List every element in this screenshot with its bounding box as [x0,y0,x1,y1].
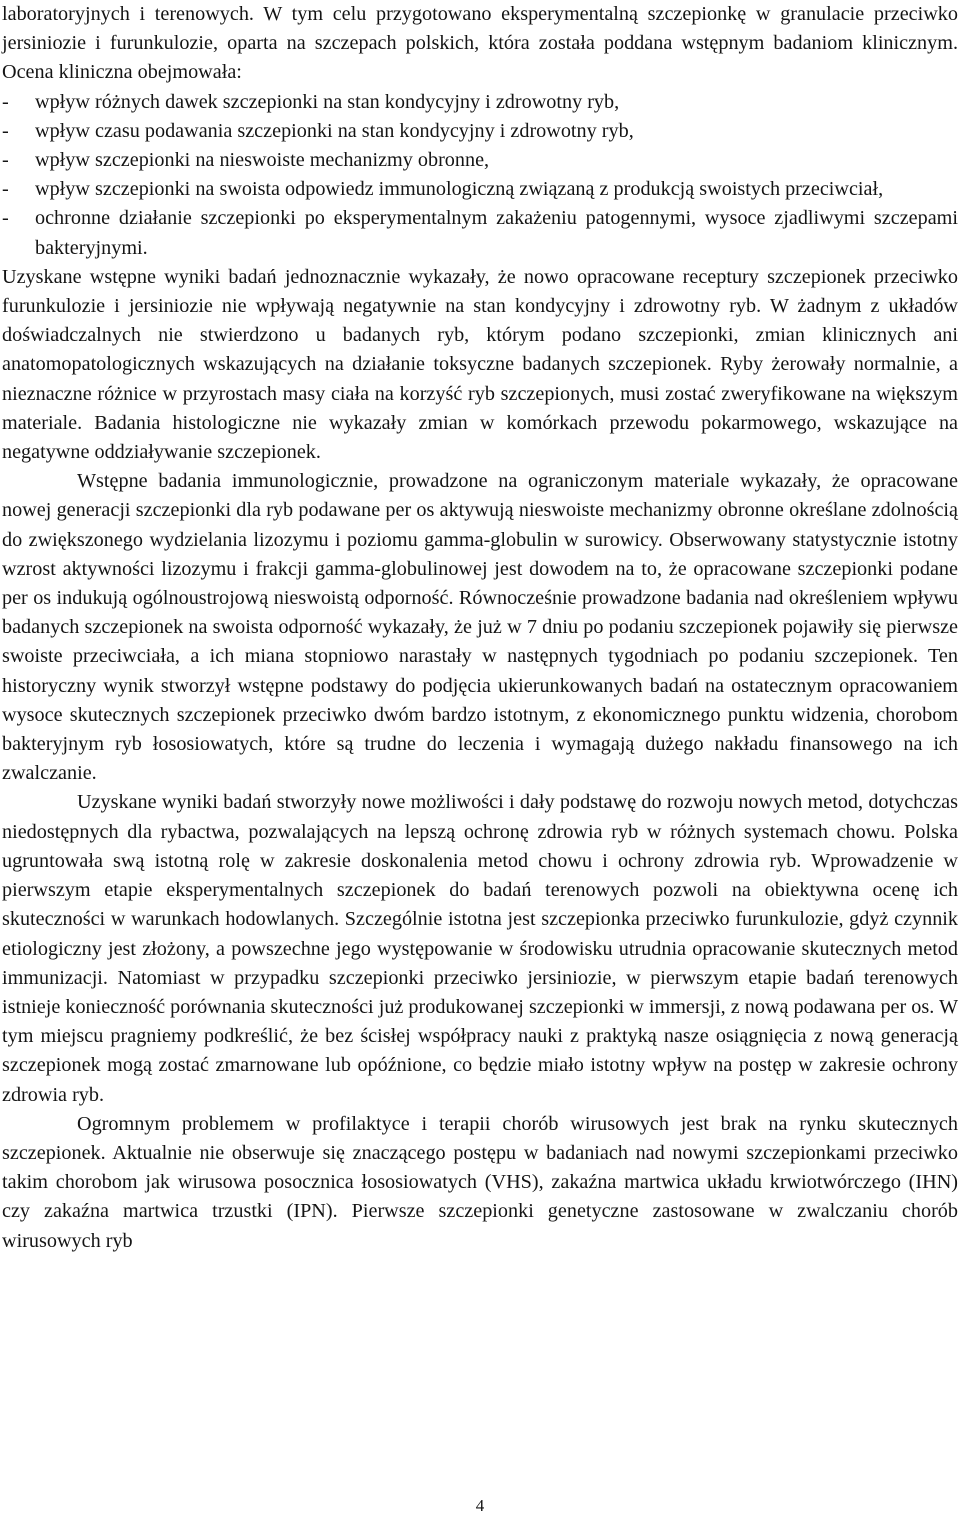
list-item-text: wpływ szczepionki na nieswoiste mechanizmy obronne, [35,149,490,172]
list-item [2,175,958,204]
list-dash: - [2,119,9,142]
list-dash: - [2,149,9,172]
page-number: 4 [475,1496,485,1515]
list-dash: - [2,90,9,113]
immunology-paragraph: Wstępne badania immunologicznie, prowadzone na ograniczonym materiale wykazały, że opracowane nowej generacji szczepionki dla ryb podawane per os aktywują nieswoiste mechanizmy obronne określane zdolnością do zwiększonego wydzielania lizozymu i poziomu gamma-globulin w surowicy. Obserwowany statystycznie istotny wzrost aktywności lizozymu i frakcji gamma-globulinowej jest dowodem na to, że opracowane szczepionki podane per os indukują ogólnoustrojową nieswoistą odporność. Równocześnie prowadzone badania nad określeniem wpływu badanych szczepionek na swoista odporność wykazały, że już w 7 dniu po podaniu szczepionek pojawiły się pierwsze swoiste przeciwciała, a ich miana stopniowo narastały w następnych tygodniach po podaniu szczepionek. Ten historyczny wynik stworzył wstępne podstawy do podjęcia ukierunkowanych badań na ostatecznym opracowaniem wysoce skutecznych szczepionek przeciwko dwóm bardzo istotnym, z ekonomicznego punktu widzenia, chorobom bakteryjnym ryb łososiowatych, które są trudne do leczenia i wymagają dużego nakładu finansowego na ich zwalczanie. [2,470,958,785]
development-paragraph: Uzyskane wyniki badań stworzyły nowe możliwości i dały podstawę do rozwoju nowych metod, dotychczas niedostępnych dla rybactwa, pozwalających na lepszą ochronę zdrowia ryb w różnych systemach chowu. Polska ugruntowała swą istotną rolę w zakresie doskonalenia metod chowu i ochrony zdrowia ryb. Wprowadzenie w pierwszym etapie eksperymentalnych szczepionek do badań terenowych pozwoli na obiektywna ocenę ich skuteczności w warunkach hodowlanych. Szczególnie istotna jest szczepionka przeciwko furunkulozie, gdyż czynnik etiologiczny jest złożony, a powszechne jego występowanie w środowisku utrudnia opracowanie skutecznych metod immunizacji. Natomiast w przypadku szczepionki przeciwko jersiniozie, w pierwszym etapie badań terenowych istnieje konieczność porównania skuteczności już produkowanej szczepionki w immersji, z nową podawana per os. W tym miejscu pragniemy podkreślić, że bez ścisłej współpracy nauki z praktyką nasze osiągnięcia z nową generacją szczepionek mogą zostać zmarnowane lub opóźnione, co będzie miało istotny wpływ na postęp w zakresie ochrony zdrowia ryb. [2,791,958,1106]
list-item [2,117,958,146]
intro-paragraph: laboratoryjnych i terenowych. W tym celu przygotowano eksperymentalną szczepionkę w granulacie przeciwko jersiniozie i furunkulozie, oparta na szczepach polskich, która została poddana wstępnym badaniom klinicznym. Ocena kliniczna obejmowała: [2,3,958,84]
list-item-text: wpływ różnych dawek szczepionki na stan kondycyjny i zdrowotny ryb, [35,90,620,113]
list-item [2,204,958,262]
list-dash: - [2,178,9,201]
list-item-text: wpływ szczepionki na swoista odpowiedz immunologiczną związaną z produkcją swoistych przeciwciał, [35,178,884,201]
list-item-text: ochronne działanie szczepionki po eksperymentalnym zakażeniu patogennymi, wysoce zjadliwymi szczepami bakteryjnymi. [35,207,958,259]
list-item [2,88,958,117]
assessment-list [2,88,958,263]
list-item-text: wpływ czasu podawania szczepionki na stan kondycyjny i zdrowotny ryb, [35,119,634,142]
results-paragraph: Uzyskane wstępne wyniki badań jednoznacznie wykazały, że nowo opracowane receptury szczepionek przeciwko furunkulozie i jersiniozie nie wpływają negatywnie na stan kondycyjny i zdrowotny ryb. W żadnym z układów doświadczalnych nie stwierdzono u badanych ryb, którym podano szczepionki, zmian klinicznych ani anatomopatologicznych wskazujących na działanie toksyczne badanych szczepionek. Ryby żerowały normalnie, a nieznaczne różnice w przyrostach masy ciała na korzyść ryb szczepionych, musi zostać zweryfikowane na większym materiale. Badania histologiczne nie wykazały zmian w komórkach przewodu pokarmowego, wskazujące na negatywne oddziaływanie szczepionek. [2,265,958,464]
list-dash: - [2,207,9,230]
viral-diseases-paragraph: Ogromnym problemem w profilaktyce i terapii chorób wirusowych jest brak na rynku skutecznych szczepionek. Aktualnie nie obserwuje się znaczącego postępu w badaniach nad nowymi szczepionkami przeciwko takim chorobom jak wirusowa posocznica łososiowatych (VHS), zakaźna martwica układu krwiotwórczego (IHN) czy zakaźna martwica trzustki (IPN). Pierwsze szczepionki genetyczne zastosowane w zwalczaniu chorób wirusowych ryb [2,1112,958,1252]
list-item [2,146,958,175]
